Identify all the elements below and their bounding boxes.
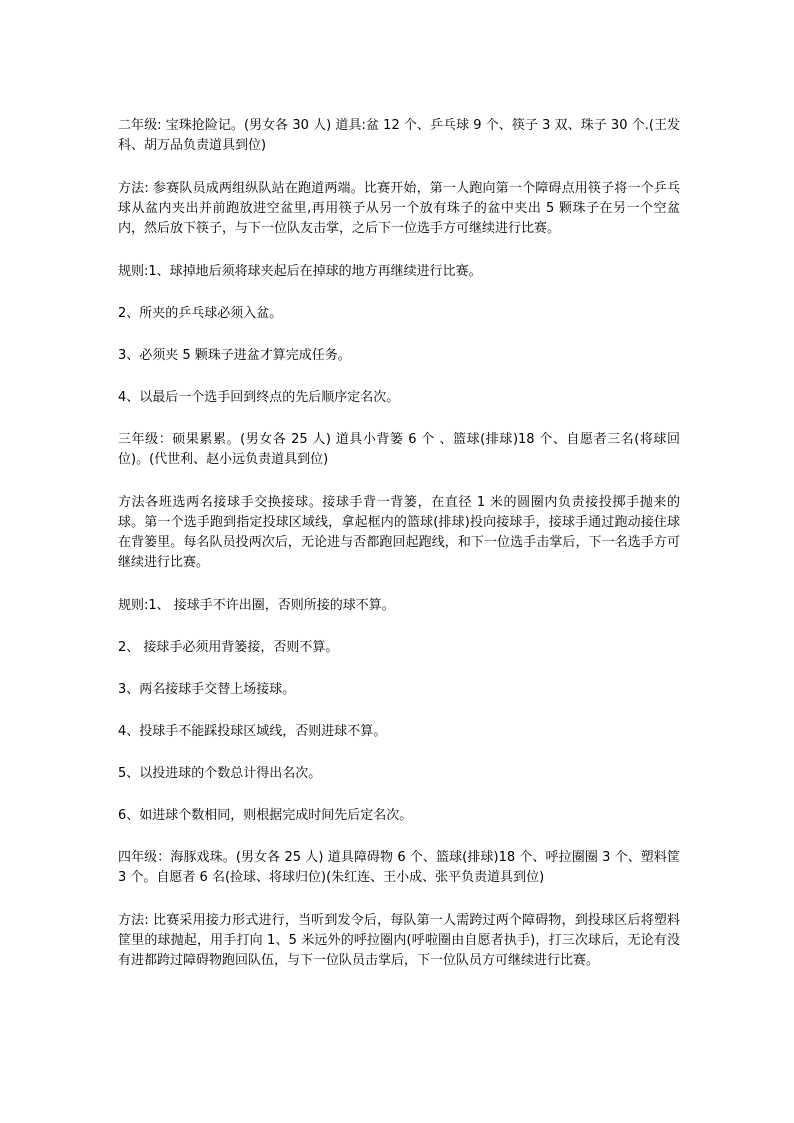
grade2-method: 方法: 参赛队员成两组纵队站在跑道两端。比赛开始，第一人跑向第一个障碍点用筷子将一个乒乓球从盆内夹出并前跑放进空盆里,再用筷子从另一个放有珠子的盆中夹出 5 颗珠子在另一个空盆内，然后放下筷子，与下一位队友击掌，之后下一位选手方可继续进行比赛。 [118, 181, 680, 236]
grade3-rule-2: 2、 接球手必须用背篓接，否则不算。 [118, 640, 339, 655]
grade2-rule-3: 3、必须夹 5 颗珠子进盆才算完成任务。 [118, 348, 351, 363]
grade3-rule-5: 5、以投进球的个数总计得出名次。 [118, 766, 322, 781]
document-body [118, 116, 680, 971]
grade2-title: 二年级: 宝珠抢险记。(男女各 30 人) 道具:盆 12 个、乒乓球 9 个、筷子 3 双、珠子 30 个.(王发科、胡万品负责道具到位) [118, 118, 680, 153]
grade3-method: 方法各班选两名接球手交换接球。接球手背一背篓，在直径 1 米的圆圈内负责接投掷手抛来的球。第一个选手跑到指定投球区域线，拿起框内的篮球(排球)投向接球手，接球手通过跑动接住球在背篓里。每名队员投两次后，无论进与否都跑回起跑线，和下一位选手击掌后，下一名选手方可继续进行比赛。 [118, 495, 680, 570]
grade3-title: 三年级：硕果累累。(男女各 25 人) 道具小背篓 6 个 、篮球(排球)18 个、自愿者三名(将球回位)。(代世利、赵小远负责道具到位) [118, 432, 680, 467]
grade4-method: 方法: 比赛采用接力形式进行，当听到发令后，每队第一人需跨过两个障碍物，到投球区后将塑料筐里的球抛起，用手打向 1、5 米远外的呼拉圈内(呼啦圈由自愿者执手)，打三次球后，无论有没有进都跨过障碍物跑回队伍，与下一位队员击掌后，下一位队员方可继续进行比赛。 [118, 913, 680, 968]
grade3-rule-4: 4、投球手不能踩投球区域线，否则进球不算。 [118, 724, 387, 739]
grade2-rule-1: 规则:1、球掉地后须将球夹起后在掉球的地方再继续进行比赛。 [118, 264, 482, 279]
grade2-rule-2: 2、所夹的乒乓球必须入盆。 [118, 306, 283, 321]
grade3-rule-3: 3、两名接球手交替上场接球。 [118, 682, 296, 697]
grade4-title: 四年级：海豚戏珠。(男女各 25 人) 道具障碍物 6 个、篮球(排球)18 个、呼拉圈圈 3 个、塑料筐 3 个。自愿者 6 名(捡球、将球归位)(朱红连、王小成、张平负责道具到位) [118, 850, 680, 885]
grade3-rule-6: 6、如进球个数相同，则根据完成时间先后定名次。 [118, 808, 413, 823]
grade2-rule-4: 4、以最后一个选手回到终点的先后顺序定名次。 [118, 390, 400, 405]
grade3-rule-1: 规则:1、 接球手不许出圈，否则所接的球不算。 [118, 598, 395, 613]
